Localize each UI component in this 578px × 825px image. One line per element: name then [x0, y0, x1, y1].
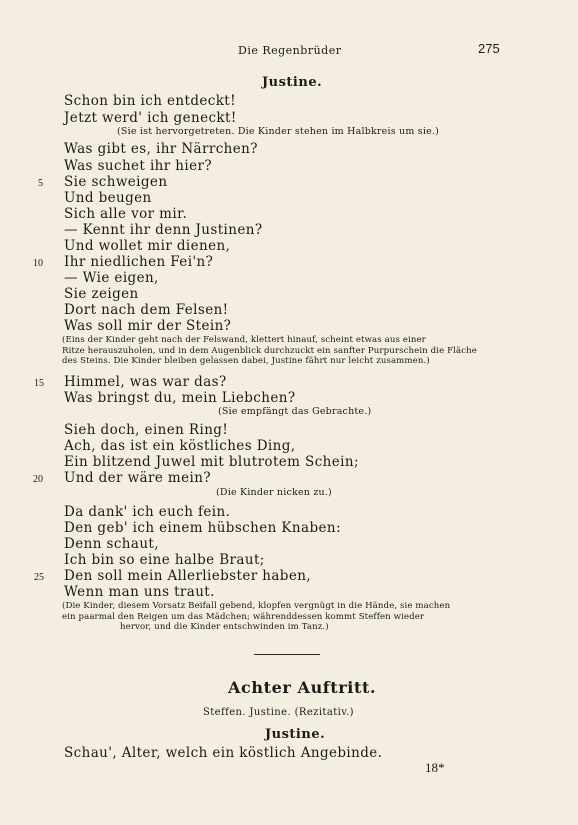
verse-line: Schon bin ich entdeckt!	[64, 93, 236, 109]
stage-direction-block	[62, 601, 532, 633]
stage-direction-line: (Eins der Kinder geht nach der Felswand, klettert hinauf, scheint etwas aus einer	[62, 335, 426, 345]
verse-line: Schau', Alter, welch ein köstlich Angebinde.	[64, 745, 383, 761]
running-title: Die Regenbrüder	[238, 44, 342, 57]
verse-line: Sie zeigen	[64, 286, 139, 302]
stage-direction-line: hervor, und die Kinder entschwinden im Tanz.)	[120, 622, 329, 632]
verse-line: Denn schaut,	[64, 536, 159, 552]
verse-line: Und der wäre mein?	[64, 470, 211, 486]
speaker-name: Justine.	[265, 727, 326, 742]
verse-line: Jetzt werd' ich geneckt!	[64, 110, 237, 126]
signature-mark: 18*	[425, 760, 445, 775]
verse-line: Ach, das ist ein köstliches Ding,	[64, 438, 296, 454]
verse-line: Und beugen	[64, 190, 152, 206]
verse-line: Was suchet ihr hier?	[64, 158, 213, 174]
stage-direction: (Sie ist hervorgetreten. Die Kinder stehen im Halbkreis um sie.)	[117, 126, 440, 137]
verse-line: Den geb' ich einem hübschen Knaben:	[64, 520, 341, 536]
speaker-name: Justine.	[262, 75, 323, 90]
stage-direction-line: ein paarmal den Reigen um das Mädchen; währenddessen kommt Steffen wieder	[62, 611, 425, 622]
verse-line: Den soll mein Allerliebster haben,	[64, 568, 312, 584]
stage-direction-line: des Steins. Die Kinder bleiben gelassen dabei, Justine fährt nur leicht zusammen.)	[62, 356, 430, 366]
verse-line: Sieh doch, einen Ring!	[64, 422, 229, 438]
verse-line: Ein blitzend Juwel mit blutrotem Schein;	[64, 454, 359, 470]
line-number: 10	[33, 258, 43, 269]
verse-line: Dort nach dem Felsen!	[64, 302, 229, 318]
cast-list: Steffen. Justine. (Rezitativ.)	[203, 707, 354, 718]
line-number: 25	[34, 572, 44, 583]
verse-line: Was bringst du, mein Liebchen?	[64, 390, 296, 406]
verse-line: Ich bin so eine halbe Braut;	[64, 552, 265, 568]
stage-direction-line: Ritze herauszuholen, und in dem Augenblick durchzuckt ein sanfter Purpurschein die Fläche	[62, 345, 477, 356]
stage-direction: (Sie empfängt das Gebrachte.)	[218, 406, 372, 417]
verse-line: Sie schweigen	[64, 174, 168, 190]
line-number: 5	[38, 178, 43, 189]
verse-line: Himmel, was war das?	[64, 374, 227, 390]
verse-line: Sich alle vor mir.	[64, 206, 188, 222]
verse-line: Was soll mir der Stein?	[64, 318, 232, 334]
line-number: 20	[33, 474, 43, 485]
stage-direction-block	[62, 335, 532, 367]
stage-direction: (Die Kinder nicken zu.)	[216, 487, 332, 498]
act-heading: Achter Auftritt.	[228, 678, 377, 697]
verse-line: — Kennt ihr denn Justinen?	[64, 222, 263, 238]
stage-direction-line: (Die Kinder, diesem Vorsatz Beifall gebend, klopfen vergnügt in die Hände, sie machen	[62, 601, 451, 611]
verse-line: — Wie eigen,	[64, 270, 159, 286]
verse-line: Da dank' ich euch fein.	[64, 504, 231, 520]
line-number: 15	[34, 378, 44, 389]
verse-line: Wenn man uns traut.	[64, 584, 215, 600]
verse-line: Und wollet mir dienen,	[64, 238, 231, 254]
page-number: 275	[478, 41, 500, 56]
verse-line: Was gibt es, ihr Närrchen?	[64, 141, 258, 157]
verse-line: Ihr niedlichen Fei'n?	[64, 254, 214, 270]
section-divider	[254, 654, 320, 655]
